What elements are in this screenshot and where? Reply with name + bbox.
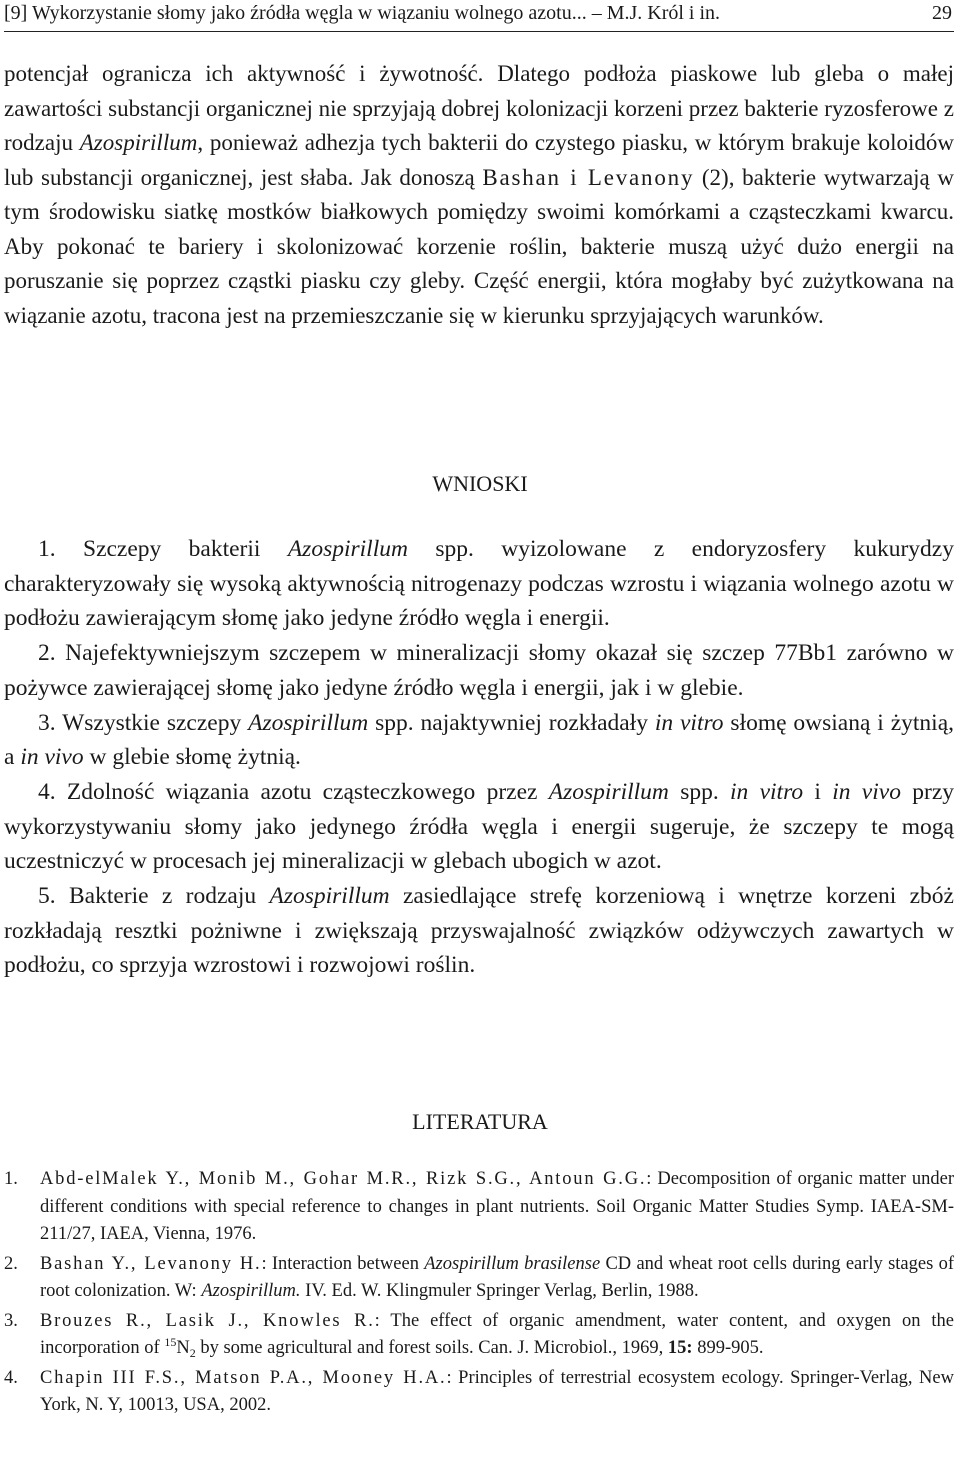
text-run: 1. Szczepy bakterii [38, 536, 288, 562]
conclusion-item [4, 532, 954, 636]
text-run: zasiedlające strefę korzeniową i wnętrze korzeni zbóż rozkładają resztki pożniwne i zwiększają przyswajalność związków odżywczych zawartych w podłożu, co sprzyja wzrostowi i rozwojowi roślin. [4, 883, 954, 979]
italic-text: Azospirillum. [201, 1281, 301, 1301]
reference-number: 4. [4, 1367, 18, 1388]
italic-text: in vivo [20, 744, 84, 771]
author-names: Bashan i Levanony [482, 164, 695, 190]
text-run: : Decomposition of organic matter under different conditions with special reference to changes in plant nutrients. Soil Organic Matter Studies Symp. IAEA-SM-211/27, IAEA, Vienna, 1976. [40, 1169, 954, 1244]
text-run: 5. Bakterie z rodzaju [38, 883, 270, 910]
italic-text: Azospirillum [269, 883, 390, 910]
text-run: potencjał ogranicza ich aktywność i żywotność. Dlatego podłoża piaskowe lub gleba o małej zawartości substancji organicznej nie sprzyjają dobrej kolonizacji korzeni przez bakterie ryzosferowe z rodzaju [4, 61, 954, 155]
text-run: spp. najaktywniej rozkładały [368, 709, 655, 736]
italic-text: in vitro [730, 778, 804, 805]
reference-text [40, 1311, 954, 1359]
paragraph [4, 57, 954, 333]
italic-text: Azospirillum [248, 709, 369, 736]
reference-text [40, 1368, 954, 1416]
section-heading-conclusions: WNIOSKI [432, 471, 528, 496]
text-run: IV. Ed. W. Klingmuler Springer Verlag, Berlin, 1988. [300, 1281, 699, 1301]
text-run: spp. [668, 778, 731, 805]
text-run: CD and wheat root cells during early stages of root colonization. W: [40, 1253, 955, 1301]
author-names: Bashan Y., Levanony H. [40, 1253, 262, 1274]
italic-text: Azospirillum [79, 130, 198, 155]
text-run: : Principles of terrestrial ecosystem ecology. Springer-Verlag, New York, N. Y, 10013, USA, 2002. [40, 1367, 954, 1415]
reference-text [40, 1254, 954, 1302]
running-title: [9] Wykorzystanie słomy jako źródła węgla w wiązaniu wolnego azotu... – M.J. Król i in. [4, 2, 721, 24]
reference-number: 2. [4, 1253, 18, 1274]
reference-number: 3. [4, 1310, 18, 1331]
reference-item [4, 1365, 954, 1420]
body-text [4, 57, 954, 333]
running-header [4, 0, 954, 32]
reference-list [4, 1166, 954, 1422]
text-run: 3. Wszystkie szczepy [38, 709, 249, 736]
italic-text: Azospirillum [548, 778, 669, 805]
author-names: Chapin III F.S., Matson P.A., Mooney H.A. [40, 1367, 447, 1388]
italic-text: in vivo [832, 778, 901, 805]
text-run: , ponieważ adhezja tych bakterii do czystego piasku, w którym brakuje koloidów lub substancji organicznej, jest słaba. Jak donoszą [4, 130, 954, 190]
text-run: : Interaction between [261, 1253, 425, 1274]
reference-number: 1. [4, 1169, 18, 1189]
text-run: słomę owsianą i żytnią, a [4, 709, 954, 771]
author-names: Abd-elMalek Y., Monib M., Gohar M.R., Rizk S.G., Antoun G.G. [40, 1169, 647, 1189]
text-run: 15 [164, 1335, 177, 1349]
reference-item [4, 1251, 954, 1306]
conclusion-item [4, 879, 954, 983]
text-run: spp. wyizolowane z endoryzosfery kukurydzy charakteryzowały się wysoką aktywnością nitrogenazy podczas wzrostu i wiązania wolnego azotu w podłożu zawierającym słomę jako jedyne źródło węgla i energii. [4, 536, 954, 632]
text-run: (2), bakterie wytwarzają w tym środowisku siatkę mostków białkowych pomiędzy swoimi komórkami a cząsteczkami kwarcu. Aby pokonać te bariery i skolonizować korzenie roślin, bakterie muszą użyć dużo energii na poruszanie się poprzez cząstki piasku czy gleby. Część energii, która mogłaby być zużytkowana na wiązanie azotu, tracona jest na przemieszczanie się w kierunku sprzyjających warunków. [4, 164, 954, 328]
text-run: 899-905. [692, 1338, 764, 1358]
text-run: 2. Najefektywniejszym szczepem w mineralizacji słomy okazał się szczep 77Bb1 zarówno w pożywce zawierającej słomę jako jedyne źródło węgla i energii, jak i w glebie. [4, 640, 954, 701]
reference-text [40, 1169, 954, 1244]
italic-text: Azospirillum brasilense [424, 1253, 601, 1274]
text-run: w glebie słomę żytnią. [83, 744, 301, 771]
text-run: 2 [189, 1346, 196, 1360]
text-run: i [803, 778, 833, 805]
conclusion-item [4, 636, 954, 705]
text-run: 15: [667, 1338, 693, 1358]
text-run: N [176, 1338, 190, 1358]
conclusions-list [4, 532, 954, 983]
italic-text: in vitro [654, 709, 724, 736]
text-run: : The effect of organic amendment, water content, and oxygen on the incorporation of [40, 1310, 954, 1358]
text-run: 4. Zdolność wiązania azotu cząsteczkowego przez [38, 778, 549, 805]
conclusion-item [4, 775, 954, 879]
text-run: przy wykorzystywaniu słomy jako jedynego źródła węgla i energii sugeruje, że szczepy te mogą uczestniczyć w procesach jej mineralizacji w glebach ubogich w azot. [4, 778, 955, 875]
conclusion-item [4, 706, 954, 775]
section-heading-references: LITERATURA [412, 1109, 548, 1134]
italic-text: Azospirillum [287, 536, 408, 562]
page-number: 29 [932, 2, 952, 24]
text-run: by some agricultural and forest soils. Can. J. Microbiol., 1969, [195, 1338, 668, 1358]
author-names: Brouzes R., Lasik J., Knowles R. [40, 1310, 375, 1331]
reference-item [4, 1166, 954, 1249]
reference-item [4, 1308, 954, 1363]
